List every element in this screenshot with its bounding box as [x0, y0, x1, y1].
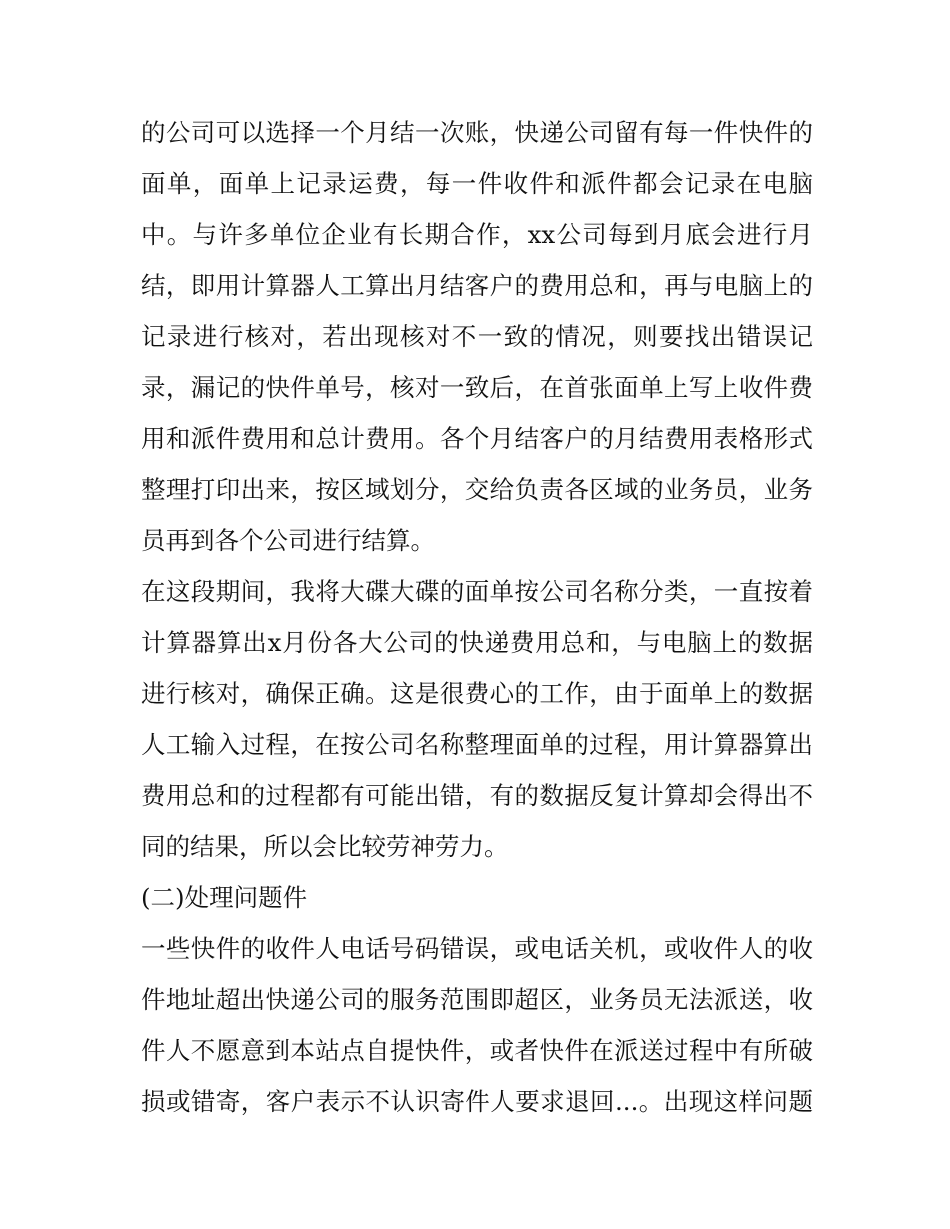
text-line: 结，即用计算器人工算出月结客户的费用总和，再与电脑上的: [141, 271, 813, 300]
text-line: 在这段期间，我将大碟大碟的面单按公司名称分类，一直按着: [141, 577, 813, 606]
text-line: 损或错寄，客户表示不认识寄件人要求退回...。出现这样问题: [141, 1087, 813, 1116]
section-heading: (二)处理问题件: [141, 883, 308, 912]
text-line: 费用总和的过程都有可能出错，有的数据反复计算却会得出不: [141, 781, 813, 810]
text-line: 录，漏记的快件单号，核对一致后，在首张面单上写上收件费: [141, 373, 813, 402]
text-line: 整理打印出来，按区域划分，交给负责各区域的业务员，业务: [141, 475, 813, 504]
text-line: 面单，面单上记录运费，每一件收件和派件都会记录在电脑: [141, 169, 813, 198]
text-line: 一些快件的收件人电话号码错误，或电话关机，或收件人的收: [141, 934, 813, 963]
text-line: 同的结果，所以会比较劳神劳力。: [141, 832, 509, 861]
document-body: [141, 107, 813, 1127]
text-line: 中。与许多单位企业有长期合作，xx公司每到月底会进行月: [141, 220, 813, 249]
text-line: 件人不愿意到本站点自提快件，或者快件在派送过程中有所破: [141, 1036, 813, 1065]
text-line: 员再到各个公司进行结算。: [141, 526, 435, 555]
text-line: 进行核对，确保正确。这是很费心的工作，由于面单上的数据: [141, 679, 813, 708]
text-line: 的公司可以选择一个月结一次账，快递公司留有每一件快件的: [141, 118, 813, 147]
text-line: 计算器算出x月份各大公司的快递费用总和，与电脑上的数据: [141, 628, 813, 657]
text-line: 用和派件费用和总计费用。各个月结客户的月结费用表格形式: [141, 424, 813, 453]
text-line: 人工输入过程，在按公司名称整理面单的过程，用计算器算出: [141, 730, 813, 759]
text-line: 记录进行核对，若出现核对不一致的情况，则要找出错误记: [141, 322, 813, 351]
text-line: 件地址超出快递公司的服务范围即超区，业务员无法派送，收: [141, 985, 813, 1014]
